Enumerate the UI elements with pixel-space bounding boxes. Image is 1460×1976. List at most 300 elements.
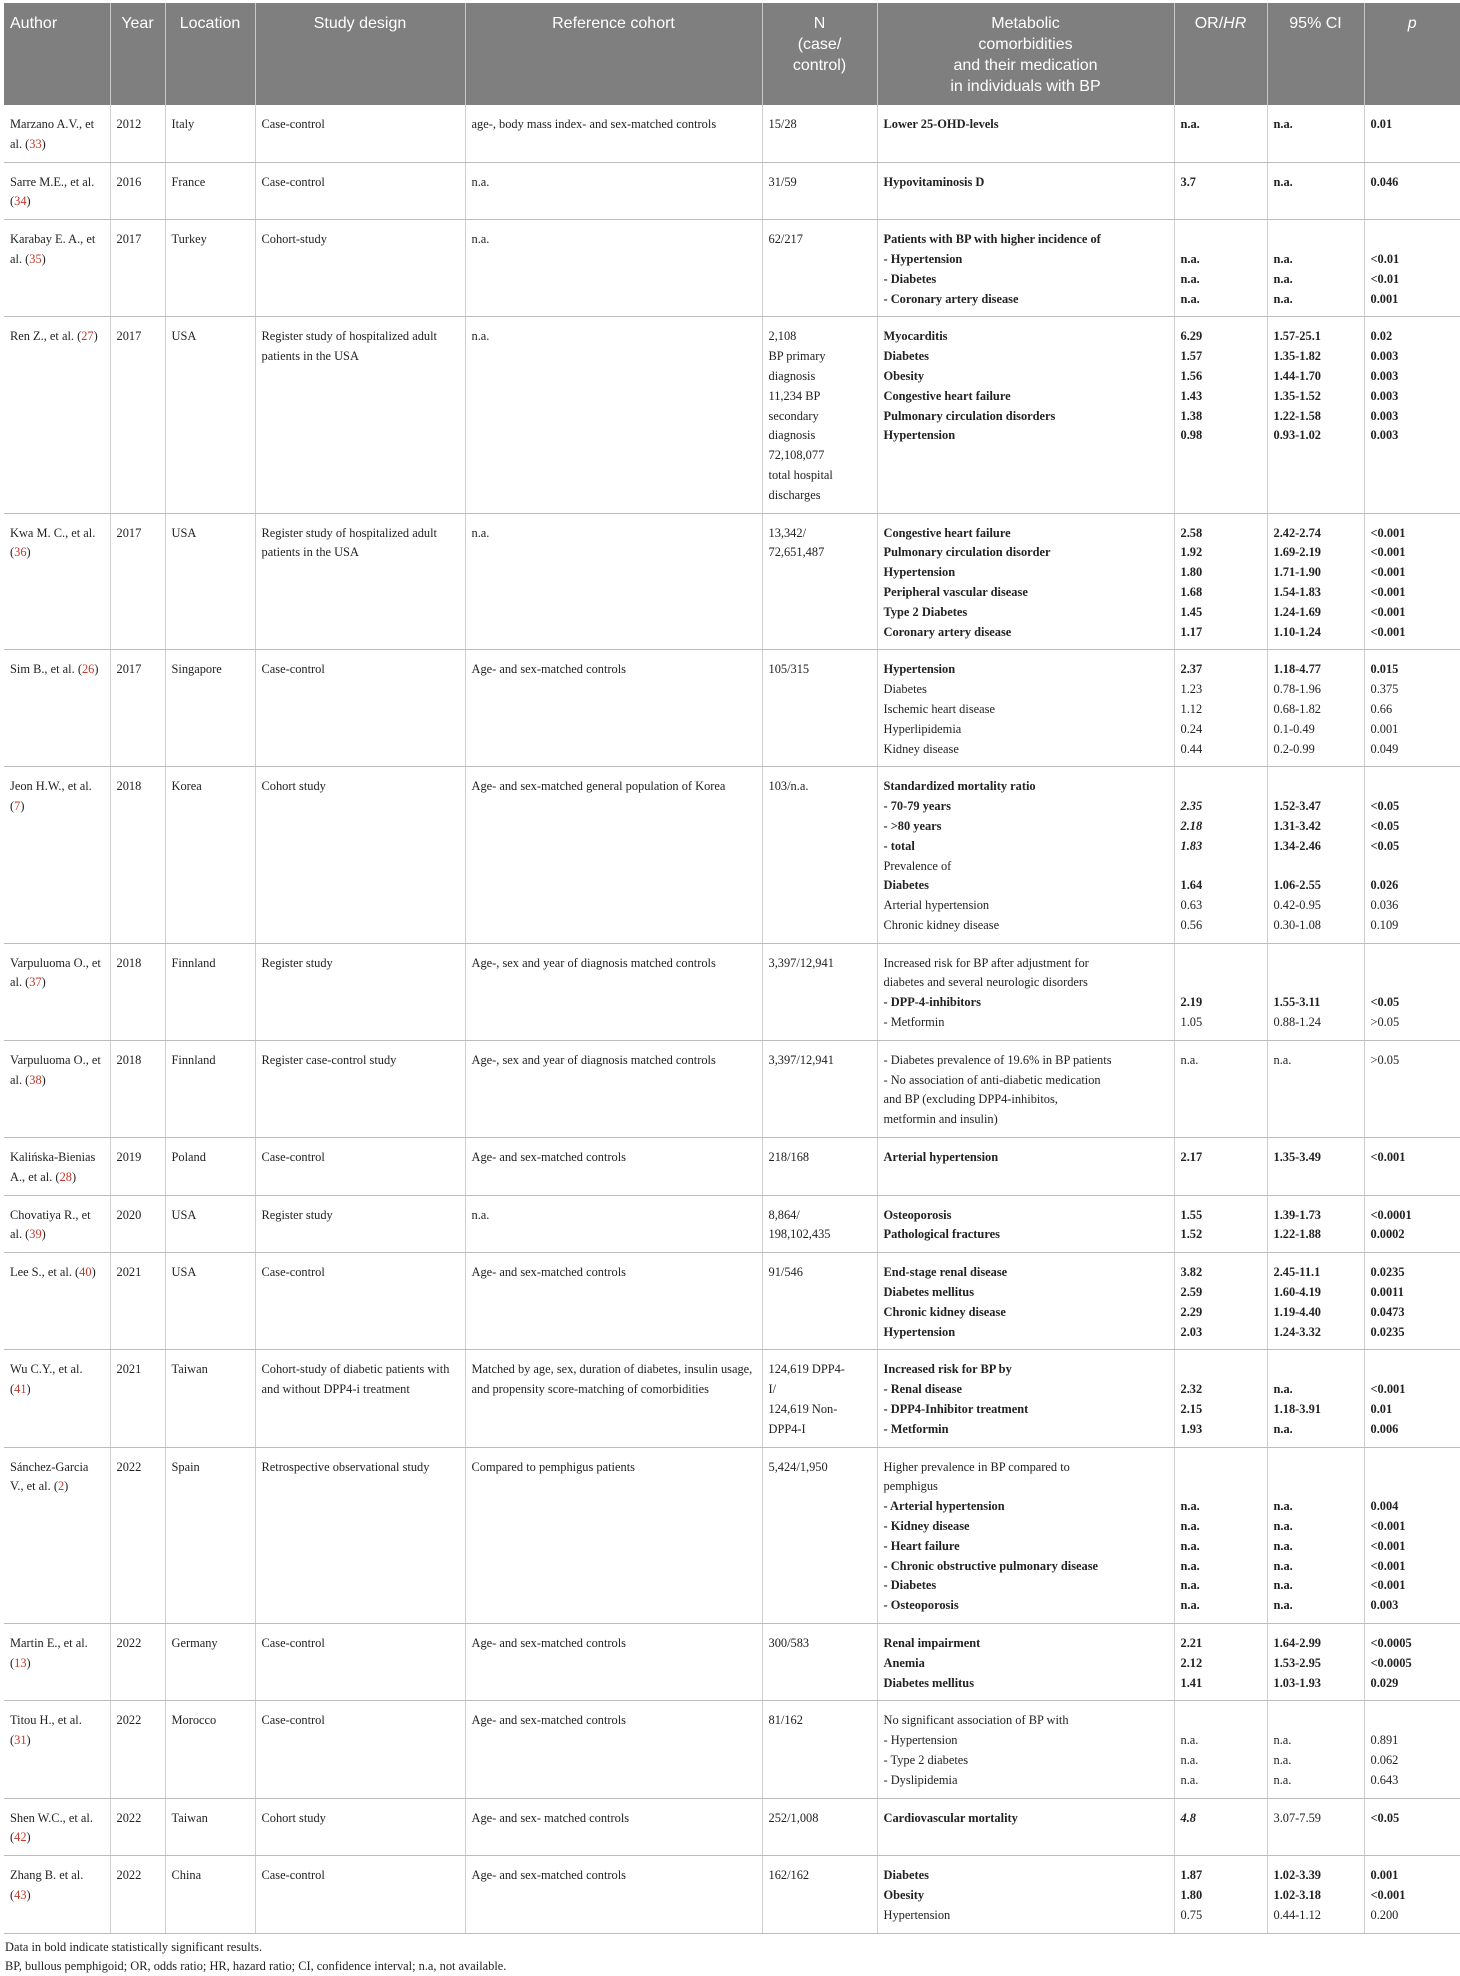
p-line: 0.003	[1370, 368, 1399, 383]
or-line: n.a.	[1180, 1538, 1200, 1553]
author-name: Zhang B. et al.	[10, 1868, 84, 1883]
cell-reference-cohort: n.a.	[465, 1195, 762, 1253]
cell-or	[1174, 1040, 1267, 1137]
n-line: 11,234 BP	[768, 388, 821, 403]
ci-line: n.a.	[1273, 174, 1293, 189]
ci-line: 1.02-3.18	[1273, 1887, 1321, 1902]
meta-line: Patients with BP with higher incidence of	[883, 232, 1101, 247]
cell-year: 2018	[110, 1040, 165, 1137]
cell-or	[1174, 1253, 1267, 1350]
cell-author: Sánchez-Garcia V., et al. (2)	[4, 1447, 110, 1623]
ci-line: 2.45-11.1	[1273, 1265, 1321, 1280]
ci-line: n.a.	[1273, 1752, 1292, 1767]
n-line: 198,102,435	[768, 1227, 831, 1242]
cell-location: Taiwan	[165, 1350, 255, 1447]
ci-line: 0.30-1.08	[1273, 917, 1321, 932]
n-line: 124,619 Non-	[768, 1402, 838, 1417]
p-line	[1371, 973, 1455, 993]
meta-line: - Hypertension	[883, 251, 963, 266]
n-line: 5,424/1,950	[768, 1459, 828, 1474]
reference-link[interactable]: 2	[57, 1479, 65, 1494]
reference-link[interactable]: 31	[14, 1733, 27, 1748]
p-line: <0.0005	[1370, 1655, 1412, 1670]
reference-link[interactable]: 13	[14, 1655, 27, 1670]
ci-line: 1.34-2.46	[1273, 838, 1321, 853]
p-line	[1371, 1458, 1455, 1478]
cell-ci	[1267, 1856, 1364, 1933]
or-line	[1181, 230, 1261, 250]
cell-study-design: Case-control	[255, 162, 465, 220]
cell-study-design: Case-control	[255, 105, 465, 162]
cell-reference-cohort: Age- and sex-matched controls	[465, 650, 762, 767]
author-name: Ren Z., et al.	[10, 329, 74, 344]
meta-line: - Coronary artery disease	[883, 291, 1019, 306]
p-line: 0.062	[1370, 1752, 1399, 1767]
table-row	[4, 513, 1460, 650]
meta-line: - Dyslipidemia	[883, 1772, 958, 1787]
table-row	[4, 1701, 1460, 1798]
cell-ci	[1267, 650, 1364, 767]
or-line: n.a.	[1180, 271, 1200, 286]
cell-p	[1364, 162, 1460, 220]
meta-line: Hypertension	[883, 662, 956, 677]
meta-line: Standardized mortality ratio	[883, 779, 1036, 794]
or-line	[1181, 857, 1261, 877]
meta-line: Hypertension	[883, 1324, 956, 1339]
p-line: 0.003	[1370, 408, 1399, 423]
ci-line: n.a.	[1273, 291, 1293, 306]
table-header	[4, 3, 1460, 105]
p-line: 0.01	[1370, 117, 1393, 131]
cell-or	[1174, 1701, 1267, 1798]
cell-or	[1174, 1138, 1267, 1196]
or-line: 2.35	[1180, 799, 1203, 814]
cell-location: USA	[165, 513, 255, 650]
or-line: 2.59	[1180, 1285, 1203, 1300]
cell-author: Sim B., et al. (26)	[4, 650, 110, 767]
meta-line: - Hypertension	[883, 1733, 958, 1748]
ci-line: 1.60-4.19	[1273, 1285, 1321, 1300]
or-line: 1.55	[1180, 1207, 1203, 1222]
ci-line: n.a.	[1273, 1519, 1293, 1534]
n-line: secondary	[768, 408, 819, 423]
ci-line: 0.1-0.49	[1273, 721, 1315, 736]
reference-link[interactable]: 43	[14, 1887, 27, 1902]
cell-n	[762, 1138, 877, 1196]
cell-p	[1364, 1195, 1460, 1253]
cell-n	[762, 1253, 877, 1350]
reference-link[interactable]: 27	[81, 329, 94, 344]
ci-line: 0.93-1.02	[1273, 428, 1321, 443]
cell-year: 2018	[110, 943, 165, 1040]
p-line: 0.001	[1370, 1868, 1399, 1883]
or-line: 1.45	[1180, 604, 1203, 619]
p-line: <0.001	[1370, 1150, 1406, 1165]
cell-study-design: Cohort study	[255, 1798, 465, 1856]
meta-line: - Heart failure	[883, 1538, 960, 1553]
cell-p	[1364, 1350, 1460, 1447]
cell-reference-cohort: age-, body mass index- and sex-matched controls	[465, 105, 762, 162]
meta-line: Increased risk for BP by	[883, 1362, 1012, 1377]
p-line: 0.375	[1370, 682, 1399, 697]
cell-or	[1174, 1350, 1267, 1447]
cell-p	[1364, 1856, 1460, 1933]
cell-location: USA	[165, 1195, 255, 1253]
or-line: n.a.	[1180, 1752, 1199, 1767]
cell-location: Morocco	[165, 1701, 255, 1798]
cell-ci	[1267, 1447, 1364, 1623]
cell-location: Singapore	[165, 650, 255, 767]
or-line: n.a.	[1180, 1733, 1199, 1748]
cell-n	[762, 943, 877, 1040]
header-metabolic-comorbidities	[877, 3, 1174, 105]
cell-year: 2019	[110, 1138, 165, 1196]
p-line: 0.0002	[1370, 1227, 1405, 1242]
meta-line: Congestive heart failure	[883, 388, 1011, 403]
p-line	[1371, 954, 1455, 974]
n-line: 103/n.a.	[768, 779, 809, 794]
cell-year: 2022	[110, 1447, 165, 1623]
meta-line: Congestive heart failure	[883, 525, 1011, 540]
p-line: 0.200	[1370, 1907, 1399, 1922]
ci-line: 0.78-1.96	[1273, 682, 1321, 697]
ci-line: 1.52-3.47	[1273, 799, 1321, 814]
ci-line: n.a.	[1273, 251, 1293, 266]
meta-line: Pulmonary circulation disorder	[883, 545, 1051, 560]
or-line: 0.44	[1180, 741, 1203, 756]
header-n-line: control)	[792, 57, 847, 74]
header-n-line: (case/	[797, 36, 842, 53]
ci-line: 1.10-1.24	[1273, 624, 1321, 639]
cell-location: Finnland	[165, 1040, 255, 1137]
cell-author: Karabay E. A., et al. (35)	[4, 220, 110, 317]
p-line: <0.001	[1370, 604, 1406, 619]
table-row	[4, 1040, 1460, 1137]
header-reference-cohort: Reference cohort	[465, 3, 762, 105]
ci-line: 1.39-1.73	[1273, 1207, 1321, 1222]
cell-location: Poland	[165, 1138, 255, 1196]
meta-line: Coronary artery disease	[883, 624, 1012, 639]
reference-link[interactable]: 37	[29, 975, 42, 990]
meta-line: Chronic kidney disease	[883, 917, 1000, 932]
p-line: 0.001	[1370, 291, 1399, 306]
cell-p	[1364, 943, 1460, 1040]
cell-meta	[877, 513, 1174, 650]
reference-link[interactable]: 33	[29, 136, 42, 151]
table-row	[4, 1447, 1460, 1623]
n-line: 13,342/	[768, 525, 807, 540]
or-line: 2.32	[1180, 1382, 1203, 1397]
meta-line: Ischemic heart disease	[883, 701, 995, 716]
cell-reference-cohort: Age-, sex and year of diagnosis matched controls	[465, 1040, 762, 1137]
header-n-line: N	[813, 15, 826, 32]
cell-or	[1174, 767, 1267, 943]
cell-location: Italy	[165, 105, 255, 162]
or-line: 1.52	[1180, 1227, 1203, 1242]
meta-line: - DPP-4-inhibitors	[883, 995, 981, 1010]
p-line: 0.004	[1370, 1499, 1399, 1514]
meta-line: Anemia	[883, 1655, 925, 1670]
or-line: 0.98	[1180, 428, 1203, 443]
meta-line: diabetes and several neurologic disorders	[883, 975, 1088, 990]
cell-year: 2022	[110, 1701, 165, 1798]
reference-link[interactable]: 36	[14, 545, 27, 560]
cell-author: Kalińska-Bienias A., et al. (28)	[4, 1138, 110, 1196]
cell-author: Jeon H.W., et al. (7)	[4, 767, 110, 943]
author-name: Kalińska-Bienias A., et al.	[10, 1150, 96, 1184]
cell-n	[762, 1350, 877, 1447]
reference-link[interactable]: 38	[29, 1072, 42, 1087]
cell-ci	[1267, 513, 1364, 650]
p-line	[1371, 1711, 1455, 1731]
p-line	[1371, 230, 1455, 250]
or-line: 4.8	[1180, 1810, 1196, 1825]
cell-n	[762, 162, 877, 220]
or-line	[1181, 973, 1261, 993]
p-line: >0.05	[1370, 1015, 1400, 1030]
p-line: 0.891	[1370, 1733, 1399, 1748]
or-line: 3.7	[1180, 174, 1196, 189]
or-line: 1.83	[1180, 838, 1203, 853]
header-location: Location	[165, 3, 255, 105]
author-name: Chovatiya R., et al.	[10, 1207, 91, 1242]
cell-meta	[877, 1798, 1174, 1856]
header-author: Author	[4, 3, 110, 105]
cell-meta	[877, 1856, 1174, 1933]
header-or-hr	[1174, 3, 1267, 105]
cell-ci	[1267, 1253, 1364, 1350]
cell-p	[1364, 513, 1460, 650]
ci-line: n.a.	[1273, 1538, 1293, 1553]
cell-reference-cohort: Age- and sex- matched controls	[465, 1798, 762, 1856]
cell-reference-cohort: Age- and sex-matched controls	[465, 1253, 762, 1350]
meta-line: End-stage renal disease	[883, 1265, 1008, 1280]
cell-p	[1364, 1798, 1460, 1856]
n-line: total hospital	[768, 467, 833, 482]
cell-study-design: Register study of hospitalized adult patients in the USA	[255, 513, 465, 650]
cell-reference-cohort: Age- and sex-matched controls	[465, 1138, 762, 1196]
or-line: 0.75	[1180, 1907, 1203, 1922]
reference-link[interactable]: 26	[81, 662, 95, 677]
ci-line: 1.64-2.99	[1273, 1636, 1321, 1650]
cell-meta	[877, 1138, 1174, 1196]
or-line: 1.80	[1180, 1887, 1203, 1902]
table-row	[4, 105, 1460, 162]
ci-line: 1.35-1.52	[1273, 388, 1321, 403]
cell-or	[1174, 220, 1267, 317]
or-line	[1181, 1360, 1261, 1380]
n-line: 81/162	[768, 1713, 803, 1728]
table-row	[4, 943, 1460, 1040]
cell-p	[1364, 105, 1460, 162]
author-name: Marzano A.V., et al.	[10, 117, 95, 151]
reference-link[interactable]: 7	[14, 799, 21, 814]
table-row	[4, 317, 1460, 513]
or-line: 1.56	[1180, 368, 1203, 383]
cell-study-design: Register study of hospitalized adult patients in the USA	[255, 317, 465, 513]
p-line: <0.001	[1370, 1382, 1406, 1397]
ci-line: n.a.	[1273, 271, 1293, 286]
ci-line: n.a.	[1273, 1772, 1292, 1787]
n-line: 62/217	[768, 232, 803, 247]
reference-link[interactable]: 41	[14, 1382, 27, 1397]
ci-line	[1274, 1711, 1358, 1731]
cell-meta	[877, 650, 1174, 767]
cell-author: Varpuluoma O., et al. (38)	[4, 1040, 110, 1137]
cell-author: Martin E., et al. (13)	[4, 1624, 110, 1701]
p-line: 0.02	[1370, 329, 1393, 344]
table-row	[4, 1253, 1460, 1350]
meta-line: - Diabetes	[883, 1578, 937, 1593]
meta-line: metformin and insulin)	[883, 1112, 998, 1127]
ci-line: n.a.	[1273, 1382, 1293, 1397]
meta-line: - Type 2 diabetes	[883, 1752, 969, 1767]
ci-line: 0.68-1.82	[1273, 701, 1321, 716]
meta-line: Diabetes	[883, 878, 929, 893]
or-line: 1.05	[1180, 1015, 1203, 1030]
ci-line: 0.44-1.12	[1273, 1907, 1321, 1922]
p-line: 0.643	[1370, 1772, 1399, 1787]
reference-link[interactable]: 39	[29, 1227, 42, 1242]
or-line: 2.29	[1180, 1304, 1203, 1319]
meta-line: - >80 years	[883, 818, 942, 833]
ci-line: n.a.	[1273, 1578, 1293, 1593]
header-n	[762, 3, 877, 105]
cell-location: Turkey	[165, 220, 255, 317]
cell-study-design: Case-control	[255, 1138, 465, 1196]
or-line: 1.43	[1180, 388, 1203, 403]
footnote-abbreviations: BP, bullous pemphigoid; OR, odds ratio; HR, hazard ratio; CI, confidence interval; n.a, not available.	[5, 1958, 507, 1973]
cell-ci	[1267, 105, 1364, 162]
cell-study-design: Retrospective observational study	[255, 1447, 465, 1623]
p-line: 0.66	[1370, 701, 1393, 716]
p-line: <0.001	[1370, 525, 1406, 540]
p-line: 0.036	[1370, 898, 1399, 913]
p-line: 0.026	[1370, 878, 1399, 893]
meta-line: Pulmonary circulation disorders	[883, 408, 1056, 423]
cell-ci	[1267, 1350, 1364, 1447]
cell-n	[762, 513, 877, 650]
ci-line: 1.35-3.49	[1273, 1150, 1321, 1165]
author-name: Varpuluoma O., et al.	[10, 955, 101, 990]
cell-or	[1174, 162, 1267, 220]
p-line: 0.003	[1370, 428, 1399, 443]
n-line: 105/315	[768, 662, 810, 677]
cell-study-design: Register study	[255, 943, 465, 1040]
meta-line: No significant association of BP with	[883, 1713, 1069, 1728]
or-line	[1181, 1711, 1261, 1731]
cell-meta	[877, 220, 1174, 317]
reference-link[interactable]: 40	[79, 1265, 92, 1280]
n-line: 2,108	[768, 329, 797, 344]
cell-ci	[1267, 1138, 1364, 1196]
p-line: 0.0235	[1370, 1265, 1405, 1280]
ci-line: 1.57-25.1	[1273, 329, 1321, 344]
or-line: 1.41	[1180, 1675, 1203, 1690]
cell-n	[762, 1624, 877, 1701]
cell-author: Shen W.C., et al. (42)	[4, 1798, 110, 1856]
ci-line: 3.07-7.59	[1273, 1810, 1321, 1825]
table-row	[4, 220, 1460, 317]
meta-line: Diabetes mellitus	[883, 1285, 975, 1300]
cell-ci	[1267, 1195, 1364, 1253]
cell-n	[762, 650, 877, 767]
ci-line	[1274, 1477, 1358, 1497]
meta-line: - Osteoporosis	[883, 1598, 959, 1613]
ci-line: 0.2-0.99	[1273, 741, 1315, 756]
author-name: Wu C.Y., et al.	[10, 1362, 83, 1377]
n-line: discharges	[768, 487, 821, 502]
or-line: 3.82	[1180, 1265, 1203, 1280]
or-line	[1181, 954, 1261, 974]
author-name: Jeon H.W., et al.	[10, 779, 92, 794]
or-line	[1181, 777, 1261, 797]
cell-or	[1174, 650, 1267, 767]
cell-ci	[1267, 767, 1364, 943]
footnote-bold: Data in bold indicate statistically significant results.	[5, 1939, 263, 1954]
ci-line	[1274, 973, 1358, 993]
ci-line: 1.06-2.55	[1273, 878, 1321, 893]
ci-line: 2.42-2.74	[1273, 525, 1321, 540]
p-line: 0.001	[1370, 721, 1399, 736]
n-line: 72,651,487	[768, 545, 825, 560]
p-line: 0.109	[1370, 917, 1399, 932]
cell-year: 2012	[110, 105, 165, 162]
cell-study-design: Case-control	[255, 1624, 465, 1701]
cell-ci	[1267, 220, 1364, 317]
comorbidity-table	[4, 3, 1460, 1934]
ci-line	[1274, 857, 1358, 877]
p-line: <0.001	[1370, 565, 1406, 580]
reference-link[interactable]: 35	[29, 251, 42, 266]
header-meta-line: comorbidities	[978, 36, 1073, 53]
n-line: 218/168	[768, 1150, 810, 1165]
n-line: 3,397/12,941	[768, 1052, 834, 1067]
meta-line: Type 2 Diabetes	[883, 604, 968, 619]
header-or-label: OR/	[1194, 15, 1224, 32]
meta-line: Prevalence of	[883, 858, 952, 873]
ci-line	[1274, 1458, 1358, 1478]
p-line: 0.015	[1370, 662, 1399, 677]
cell-ci	[1267, 162, 1364, 220]
ci-line: 1.24-3.32	[1273, 1324, 1321, 1339]
meta-line: Diabetes	[883, 682, 927, 697]
reference-link[interactable]: 42	[14, 1830, 27, 1845]
or-line: 2.03	[1180, 1324, 1203, 1339]
ci-line: 1.19-4.40	[1273, 1304, 1321, 1319]
meta-line: Chronic kidney disease	[883, 1304, 1006, 1319]
reference-link[interactable]: 28	[59, 1169, 72, 1184]
meta-line: - No association of anti-diabetic medication	[883, 1072, 1101, 1087]
n-line: I/	[768, 1382, 777, 1397]
reference-link[interactable]: 34	[14, 194, 27, 209]
meta-line: Peripheral vascular disease	[883, 584, 1028, 599]
table-footnotes	[4, 1934, 1460, 1976]
cell-n	[762, 767, 877, 943]
cell-year: 2017	[110, 317, 165, 513]
n-line: BP primary	[768, 349, 826, 364]
cell-author: Titou H., et al. (31)	[4, 1701, 110, 1798]
meta-line: - Renal disease	[883, 1382, 962, 1397]
author-name: Varpuluoma O., et al.	[10, 1052, 101, 1087]
cell-reference-cohort: Age- and sex-matched controls	[465, 1856, 762, 1933]
cell-location: France	[165, 162, 255, 220]
meta-line: Increased risk for BP after adjustment for	[883, 955, 1089, 970]
p-line: 0.029	[1370, 1675, 1399, 1690]
meta-line: Pathological fractures	[883, 1227, 1000, 1242]
ci-line: 1.18-4.77	[1273, 662, 1321, 677]
cell-author: Sarre M.E., et al. (34)	[4, 162, 110, 220]
